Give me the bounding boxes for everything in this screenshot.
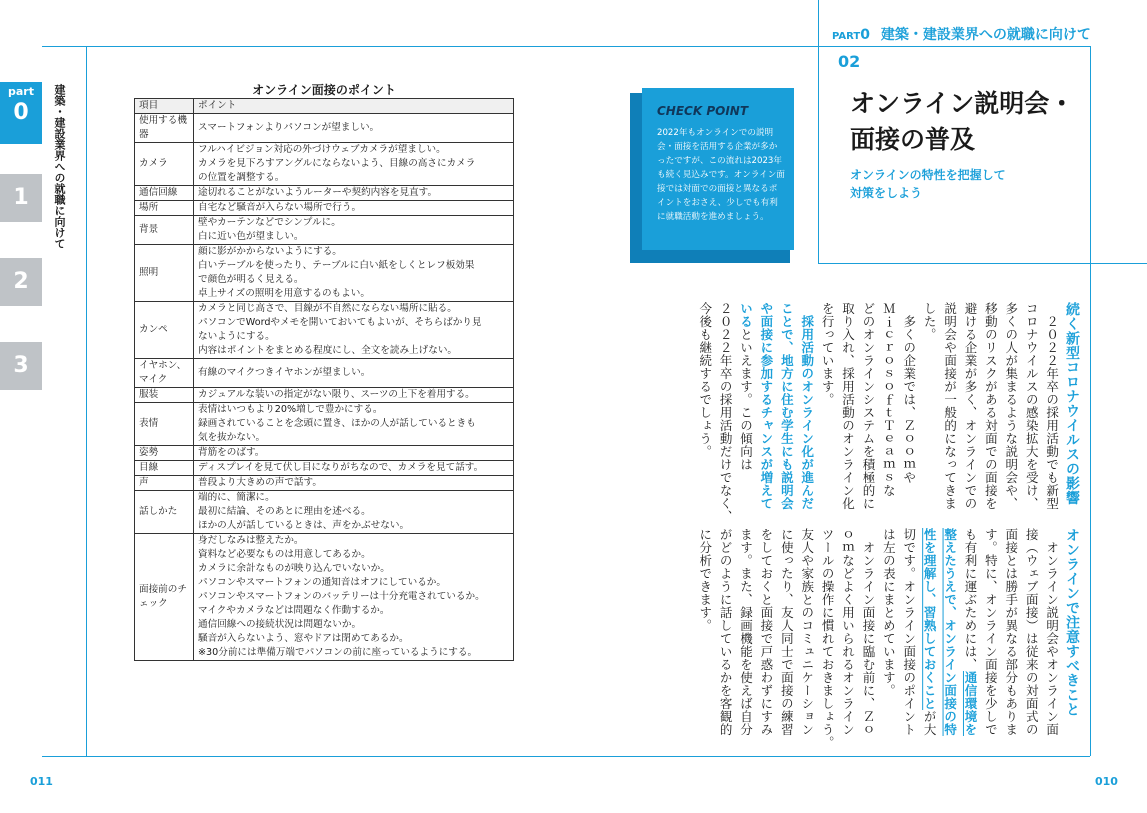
right-margin-rule: [1090, 46, 1091, 756]
table-header-item: 項目: [135, 99, 194, 114]
point-line: ※30分前には準備万端でパソコンの前に座っているようにする。: [198, 647, 478, 658]
body-line: どのオンラインシステムを積極的に: [860, 302, 876, 510]
table-cell-point: [194, 403, 514, 446]
body-line: 多くの企業では、Ｚｏｏｍや: [901, 302, 917, 484]
page-title: [850, 86, 1074, 158]
point-line: 卓上サイズの照明を用意するのもよい。: [198, 288, 370, 299]
body-line: 面接とは勝手が異なる部分もありま: [1003, 528, 1019, 736]
point-line: 身だしなみは整えたか。: [198, 535, 304, 546]
table-cell-point: [194, 143, 514, 186]
body-line: した。: [922, 302, 938, 341]
point-line: カメラに余計なものが映り込んでいないか。: [198, 563, 390, 574]
check-point-text: 2022年もオンラインでの説明会・面接を活用する企業が多かったですが、この流れは2023年も続く見込みです。オンライン面接では対面での面接と異なるポイントをおさえ、少しでも有利に就職活動を進めましょう。: [657, 128, 785, 222]
title-box-bottom-rule: [818, 263, 1147, 264]
point-line: カメラを見下ろすアングルにならないよう、目線の高さにカメラ: [198, 158, 476, 169]
point-line: 白に近い色が望ましい。: [198, 231, 304, 242]
point-line: 端的に、簡潔に。: [198, 492, 275, 503]
body-span: が大: [922, 710, 938, 736]
body-line: ツールの操作に慣れておきましょう。: [820, 528, 836, 749]
body-upper: [694, 302, 1082, 552]
body-line: 多くの人が集まるような説明会や、: [1003, 302, 1019, 510]
chapter-vertical-title: 建築・建設業界への就職に向けて: [53, 84, 66, 249]
table-row: [135, 245, 514, 302]
point-line: 有線のマイクつきイヤホンが望ましい。: [198, 367, 371, 378]
table-cell-point: [194, 446, 514, 461]
table-cell-item: 面接前のチェック: [135, 534, 194, 661]
part-tab-2-number: 2: [13, 269, 29, 294]
table-row: [135, 216, 514, 245]
top-rule-right: [575, 46, 1090, 47]
body-line: に分析できます。: [697, 528, 713, 632]
body-line: ２０２２年卒の採用活動でも新型: [1044, 302, 1060, 510]
title-box-left-rule: [818, 0, 819, 263]
point-line: 騒音が入らないよう、窓やドアは閉めてあるか。: [198, 633, 409, 644]
body-line-highlight: ことで、地方に住む学生にも説明会: [779, 302, 795, 510]
points-table: [134, 98, 514, 661]
body-line: は左の表にまとめています。: [881, 528, 897, 697]
point-line: ないようにする。: [198, 331, 275, 342]
table-row: [135, 461, 514, 476]
point-line: ディスプレイを見て伏し目になりがちなので、カメラを見て話す。: [198, 462, 484, 473]
body-span: も有利に運ぶためには、: [962, 528, 978, 671]
point-line: で顔色が明るく見える。: [198, 274, 304, 285]
point-line: 資料など必要なものは用意してあるか。: [198, 549, 371, 560]
body-line: 避ける企業が多く、オンラインでの: [962, 302, 978, 510]
body-line: に使ったり、友人同士で面接の練習: [779, 528, 795, 736]
body-line: [960, 528, 980, 758]
point-line: 内容はポイントをまとめる程度にし、全文を読み上げない。: [198, 345, 458, 356]
table-cell-item: 背景: [135, 216, 194, 245]
table-row: [135, 534, 514, 661]
body-line: コロナウイルスの感染拡大を受け、: [1024, 302, 1040, 510]
table-header-point: ポイント: [194, 99, 514, 114]
point-line: 表情はいつもより20%増しで豊かにする。: [198, 404, 383, 415]
point-line: マイクやカメラなどは問題なく作動するか。: [198, 605, 390, 616]
check-point-title: CHECK POINT: [657, 104, 749, 118]
page-title-line1: オンライン説明会・: [850, 89, 1075, 118]
body-line: オンライン面接に臨む前に、Ｚｏ: [860, 528, 876, 736]
table-cell-point: [194, 491, 514, 534]
table-row: [135, 302, 514, 359]
point-line: フルハイビジョン対応の外づけウェブカメラが望ましい。: [198, 144, 446, 155]
body-line: 切です。オンライン面接のポイント: [901, 528, 917, 736]
table-row: [135, 201, 514, 216]
table-cell-point: [194, 388, 514, 403]
part-tab-1-number: 1: [13, 185, 29, 210]
table-cell-point: [194, 201, 514, 216]
point-line: ほかの人が話しているときは、声をかぶせない。: [198, 520, 410, 531]
table-title: オンライン面接のポイント: [252, 83, 396, 97]
table-cell-item: 目線: [135, 461, 194, 476]
body-line: 接（ウェブ面接）は従来の対面式の: [1024, 528, 1040, 736]
part-tab-active[interactable]: [0, 82, 42, 144]
point-line: 壁やカーテンなどでシンプルに。: [198, 217, 341, 228]
part-tab-label: part: [8, 85, 34, 98]
body-line: 今後も継続するでしょう。: [697, 302, 713, 458]
body-line: 説明会や面接が一般的になってきま: [942, 302, 958, 510]
table-row: [135, 143, 514, 186]
page-number-right: 010: [1095, 775, 1118, 788]
body-line: ２０２２年卒の採用活動だけでなく、: [718, 302, 734, 523]
point-line: パソコンやスマートフォンのバッテリーは十分充電されているか。: [198, 591, 485, 602]
table-cell-item: 照明: [135, 245, 194, 302]
body-line: をしておくと面接で戸惑わずにすみ: [758, 528, 774, 736]
body-line-highlight: 採用活動のオンライン化が進んだ: [799, 302, 815, 510]
point-line: 背筋をのばす。: [198, 447, 265, 458]
table-row: [135, 476, 514, 491]
table-cell-item: 使用する機器: [135, 114, 194, 143]
table-cell-item: 通信回線: [135, 186, 194, 201]
highlight-span: いる: [738, 302, 754, 328]
part-header: [832, 24, 1091, 44]
table-cell-point: [194, 476, 514, 491]
point-line: カメラと同じ高さで、目線が不自然にならない場所に貼る。: [198, 303, 457, 314]
body-line-highlight: 整えたうえで、オンライン面接の特: [942, 528, 958, 736]
part-tab-3[interactable]: [0, 342, 42, 390]
body-line-highlight: や面接に参加するチャンスが増えて: [758, 302, 774, 510]
body-lower: [694, 528, 1082, 758]
table-row: [135, 114, 514, 143]
table-cell-point: [194, 216, 514, 245]
table-cell-point: [194, 461, 514, 476]
table-row: [135, 403, 514, 446]
point-line: 顔に影がかからないようにする。: [198, 246, 342, 257]
part-number: 0: [860, 27, 870, 43]
table-cell-item: カンペ: [135, 302, 194, 359]
page-subtitle: [850, 166, 1006, 202]
point-line: 最初に結論、そのあとに理由を述べる。: [198, 506, 371, 517]
part-tab-number: 0: [13, 100, 29, 125]
table-cell-item: カメラ: [135, 143, 194, 186]
body-line: ＭｉｃｒｏｓｏｆｔＴｅａｍｓな: [881, 302, 897, 497]
body-line: がどのように話しているかを客観的: [718, 528, 734, 736]
body-line: す。特に、オンライン面接を少しで: [983, 528, 999, 736]
point-line: 自宅など騒音が入らない場所で行う。: [198, 202, 362, 213]
table-cell-point: [194, 302, 514, 359]
table-cell-item: 表情: [135, 403, 194, 446]
page-title-line2: 面接の普及: [850, 125, 976, 154]
section-number: 02: [838, 52, 861, 71]
point-line: 通信回線への接続状況は問題ないか。: [198, 619, 362, 630]
body-line: を行っています。: [820, 302, 836, 406]
table-cell-point: [194, 114, 514, 143]
table-cell-point: [194, 359, 514, 388]
left-margin-rule: [86, 46, 87, 756]
part-tab-3-number: 3: [13, 353, 29, 378]
table-cell-item: 声: [135, 476, 194, 491]
page-number-left: 011: [30, 775, 53, 788]
point-line: 白いテーブルを使ったり、テーブルに白い紙をしくとレフ板効果: [198, 260, 475, 271]
table-cell-item: 場所: [135, 201, 194, 216]
body-line: [735, 302, 755, 552]
highlight-span: 性を理解し、習熟しておくこと: [922, 528, 938, 710]
table-cell-item: 話しかた: [135, 491, 194, 534]
subtitle-line1: オンラインの特性を把握して: [850, 168, 1006, 182]
point-line: 気を抜かない。: [198, 432, 266, 443]
table-row: [135, 491, 514, 534]
body-line: 友人や家族とのコミュニケーション: [799, 528, 815, 736]
table-cell-item: 姿勢: [135, 446, 194, 461]
table-header-row: [135, 99, 514, 114]
section-heading-lower: オンラインで注意すべきこと: [1064, 528, 1080, 717]
body-line: 移動のリスクがある対面での面接を: [983, 302, 999, 510]
table-cell-point: [194, 534, 514, 661]
body-line: ます。また、録画機能を使えば自分: [738, 528, 754, 736]
point-line: スマートフォンよりパソコンが望ましい。: [198, 122, 380, 133]
highlight-span: 通信環境を: [962, 671, 978, 736]
table-row: [135, 446, 514, 461]
check-point-box: [642, 88, 794, 250]
body-line: オンライン説明会やオンライン面: [1044, 528, 1060, 736]
part-tab-1[interactable]: [0, 174, 42, 222]
section-heading-upper: 続く新型コロナウイルスの影響: [1064, 302, 1080, 505]
point-line: パソコンやスマートフォンの通知音はオフにしているか。: [198, 577, 446, 588]
body-span: といえます。この傾向は: [738, 328, 754, 471]
table-row: [135, 388, 514, 403]
point-line: 途切れることがないようルーターや契約内容を見直す。: [198, 187, 438, 198]
subtitle-line2: 対策をしよう: [850, 186, 923, 200]
body-line: [919, 528, 939, 758]
table-row: [135, 359, 514, 388]
table-cell-point: [194, 186, 514, 201]
point-line: パソコンでWordやメモを開いておいてもよいが、そちらばかり見: [198, 317, 482, 328]
table-cell-point: [194, 245, 514, 302]
part-title: 建築・建設業界への就職に向けて: [880, 27, 1091, 43]
table-row: [135, 186, 514, 201]
point-line: の位置を調整する。: [198, 172, 285, 183]
body-line: ｏｍなどよく用いられるオンライン: [840, 528, 856, 736]
point-line: 普段より大きめの声で話す。: [198, 477, 322, 488]
body-line: 取り入れ、採用活動のオンライン化: [840, 302, 856, 510]
table-cell-item: イヤホン、マイク: [135, 359, 194, 388]
point-line: 録画されていることを念頭に置き、ほかの人が話しているときも: [198, 418, 476, 429]
part-tab-2[interactable]: [0, 258, 42, 306]
part-label: PART: [832, 31, 861, 42]
table-cell-item: 服装: [135, 388, 194, 403]
top-rule-left: [42, 46, 575, 47]
point-line: カジュアルな装いの指定がない限り、スーツの上下を着用する。: [198, 389, 475, 400]
